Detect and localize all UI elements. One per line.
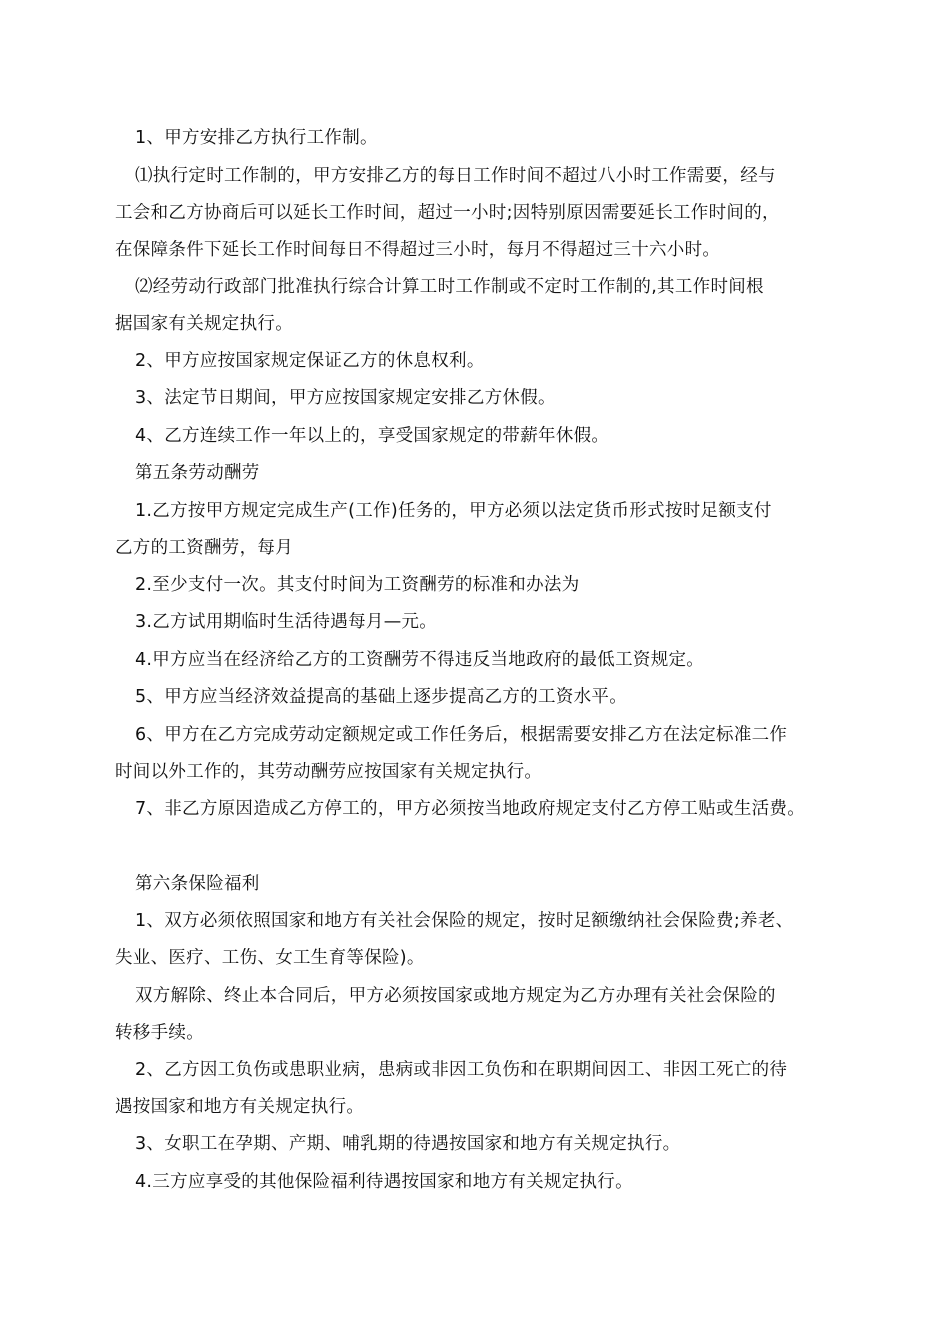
clause-line: 转移手续。 xyxy=(115,1023,204,1043)
clause-line: 1、双方必须依照国家和地方有关社会保险的规定，按时足额缴纳社会保险费;养老、 xyxy=(135,911,794,931)
clause-line: 3、女职工在孕期、产期、哺乳期的待遇按国家和地方有关规定执行。 xyxy=(135,1134,681,1154)
clause-line: 失业、医疗、工伤、女工生育等保险)。 xyxy=(115,948,425,968)
clause-line: 工会和乙方协商后可以延长工作时间，超过一小时;因特别原因需要延长工作时间的， xyxy=(115,203,780,223)
clause-line: 乙方的工资酬劳，每月 xyxy=(115,538,293,558)
clause-line: 据国家有关规定执行。 xyxy=(115,314,293,334)
clause-line: 3.乙方试用期临时生活待遇每月—元。 xyxy=(135,612,438,632)
clause-line: 2、甲方应按国家规定保证乙方的休息权利。 xyxy=(135,351,485,371)
clause-line: 6、甲方在乙方完成劳动定额规定或工作任务后，根据需要安排乙方在法定标准二作 xyxy=(135,725,788,745)
clause-line: ⑴执行定时工作制的，甲方安排乙方的每日工作时间不超过八小时工作需要，经与 xyxy=(135,166,776,186)
clause-line: 时间以外工作的，其劳动酬劳应按国家有关规定执行。 xyxy=(115,762,543,782)
clause-line: 双方解除、终止本合同后，甲方必须按国家或地方规定为乙方办理有关社会保险的 xyxy=(135,986,776,1006)
clause-line: 2.至少支付一次。其支付时间为工资酬劳的标准和办法为 xyxy=(135,575,580,595)
clause-line: 4、乙方连续工作一年以上的，享受国家规定的带薪年休假。 xyxy=(135,426,610,446)
clause-line: 1、甲方安排乙方执行工作制。 xyxy=(135,128,378,148)
clause-line: 1.乙方按甲方规定完成生产(工作)任务的，甲方必须以法定货币形式按时足额支付 xyxy=(135,501,772,521)
clause-line: 遇按国家和地方有关规定执行。 xyxy=(115,1097,365,1117)
clause-line: 4.甲方应当在经济给乙方的工资酬劳不得违反当地政府的最低工资规定。 xyxy=(135,650,705,670)
section-heading: 第五条劳动酬劳 xyxy=(135,463,260,483)
clause-line: 在保障条件下延长工作时间每日不得超过三小时，每月不得超过三十六小时。 xyxy=(115,240,721,260)
clause-line: 2、乙方因工负伤或患职业病，患病或非因工负伤和在职期间因工、非因工死亡的待 xyxy=(135,1060,788,1080)
clause-line: 5、甲方应当经济效益提高的基础上逐步提高乙方的工资水平。 xyxy=(135,687,628,707)
clause-line: 3、法定节日期间，甲方应按国家规定安排乙方休假。 xyxy=(135,388,556,408)
clause-line: 7、非乙方原因造成乙方停工的，甲方必须按当地政府规定支付乙方停工贴或生活费。 xyxy=(135,799,806,819)
section-heading: 第六条保险福利 xyxy=(135,874,260,894)
clause-line: 4.三方应享受的其他保险福利待遇按国家和地方有关规定执行。 xyxy=(135,1172,633,1192)
clause-line: ⑵经劳动行政部门批准执行综合计算工时工作制或不定时工作制的,其工作时间根 xyxy=(135,277,764,297)
